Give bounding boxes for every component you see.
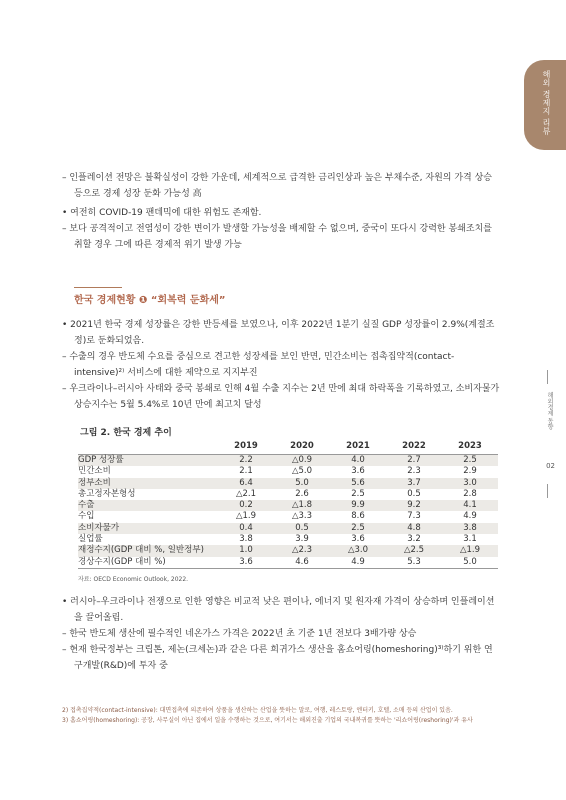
table-row bbox=[78, 500, 498, 511]
table-cell: 1.0 bbox=[218, 545, 274, 556]
sub-bullet-item: – 우크라이나–러시아 사태와 중국 봉쇄로 인해 4월 수출 지수는 2년 만에 최대 하락폭을 기록하였고, 소비자물가 상승지수는 5월 5.4%로 10년 만에 최고치 달성 bbox=[62, 384, 500, 410]
table-cell: 3.8 bbox=[442, 523, 498, 534]
table-row bbox=[78, 511, 498, 522]
table-cell: 5.6 bbox=[330, 478, 386, 489]
table-cell: △3.3 bbox=[291, 511, 313, 522]
row-label: 경상수지(GDP 대비 %) bbox=[78, 557, 218, 569]
table-cell: 5.0 bbox=[442, 557, 498, 569]
table-header-row bbox=[78, 438, 498, 455]
table-cell: 0.5 bbox=[274, 523, 330, 534]
table-row bbox=[78, 523, 498, 534]
table-cell: 2.5 bbox=[442, 455, 498, 467]
table-row bbox=[78, 557, 498, 569]
table-cell: 0.4 bbox=[218, 523, 274, 534]
table-cell: 3.7 bbox=[386, 478, 442, 489]
table-cell: 4.9 bbox=[463, 511, 477, 522]
outlook-bullets bbox=[62, 170, 500, 253]
table-cell: 2.7 bbox=[386, 455, 442, 467]
table-cell: 4.0 bbox=[330, 455, 386, 467]
year-header: 2019 bbox=[218, 438, 274, 455]
table-cell: 4.9 bbox=[330, 557, 386, 569]
section-heading: 한국 경제현황 ❶ “회복력 둔화세” bbox=[74, 295, 226, 306]
table-cell: 2.3 bbox=[407, 466, 421, 477]
table-cell: 2.6 bbox=[295, 488, 309, 499]
row-label: GDP 성장률 bbox=[78, 455, 218, 467]
table-cell: 4.6 bbox=[274, 557, 330, 569]
table-cell: 7.3 bbox=[407, 511, 421, 522]
footnote: 2) 접촉집약적(contact-intensive): 대면접촉에 의존하여 상품을 생산하는 산업을 뜻하는 말로, 여행, 레스토랑, 엔터키, 호텔, 소매 등의 산업이 있음. bbox=[62, 707, 453, 714]
footnotes bbox=[62, 706, 512, 726]
section-rule bbox=[74, 287, 122, 288]
table-cell: △1.8 bbox=[274, 500, 330, 511]
year-header: 2022 bbox=[386, 438, 442, 455]
table-cell: 8.6 bbox=[351, 511, 365, 522]
row-label: 총고정자본형성 bbox=[78, 488, 136, 499]
row-label: 정부소비 bbox=[78, 478, 218, 489]
row-label: 민간소비 bbox=[78, 466, 111, 477]
figure-source: 자료: OECD Economic Outlook, 2022. bbox=[78, 576, 189, 583]
table-cell: 3.6 bbox=[351, 466, 365, 477]
sub-bullet-item: – 인플레이션 전망은 불확실성이 강한 가운데, 세계적으로 급격한 금리인상과 높은 부채수준, 자원의 가격 상승 등으로 경제 성장 둔화 가능성 高 bbox=[62, 173, 492, 199]
row-label: 재정수지(GDP 대비 %, 일반정부) bbox=[78, 545, 218, 556]
table-row bbox=[78, 466, 498, 477]
table-cell: 3.9 bbox=[295, 534, 309, 545]
table-cell: 4.1 bbox=[442, 500, 498, 511]
table-cell: 0.2 bbox=[218, 500, 274, 511]
row-label: 실업률 bbox=[78, 534, 103, 545]
bullet-item: • 러시아–우크라이나 전쟁으로 인한 영향은 비교적 낮은 편이나, 에너지 및 원자재 가격이 상승하며 인플레이션을 끌어올림. bbox=[62, 597, 495, 623]
year-header: 2021 bbox=[330, 438, 386, 455]
korea-economy-bullets bbox=[62, 317, 500, 413]
sub-bullet-item: – 한국 반도체 생산에 필수적인 네온가스 가격은 2022년 초 기준 1년 전보다 3배가량 상승 bbox=[62, 629, 417, 639]
table-cell: 2.1 bbox=[239, 466, 253, 477]
table-cell: 3.2 bbox=[407, 534, 421, 545]
sub-bullet-item: – 현재 한국정부는 크립톤, 제논(크세논)과 같은 다른 희귀가스 생산을 홈쇼어링(homeshoring)³⁾하기 위한 연구개발(R&D)에 투자 중 bbox=[62, 645, 493, 671]
bullet-item: • 여전히 COVID-19 팬데믹에 대한 위험도 존재함. bbox=[62, 208, 262, 218]
row-label: 소비자물가 bbox=[78, 523, 218, 534]
section-tab bbox=[524, 60, 566, 150]
table-cell: 5.0 bbox=[274, 478, 330, 489]
row-label: 수출 bbox=[78, 500, 218, 511]
table-cell: 3.6 bbox=[351, 534, 365, 545]
table-row bbox=[78, 489, 498, 500]
table-row bbox=[78, 545, 498, 556]
table-cell: 2.5 bbox=[330, 523, 386, 534]
row-label: 수입 bbox=[78, 511, 95, 522]
table-cell: △3.0 bbox=[330, 545, 386, 556]
table-cell: 3.0 bbox=[442, 478, 498, 489]
table-cell: 9.9 bbox=[330, 500, 386, 511]
year-header: 2023 bbox=[442, 438, 498, 455]
table-cell: △2.1 bbox=[235, 488, 257, 499]
table-cell: △1.9 bbox=[442, 545, 498, 556]
table-cell: 2.2 bbox=[218, 455, 274, 467]
table-row bbox=[78, 534, 498, 545]
figure-title: 그림 2. 한국 경제 추이 bbox=[80, 428, 172, 438]
table-cell: △2.5 bbox=[386, 545, 442, 556]
table-header-label bbox=[78, 438, 218, 455]
bullet-item: • 2021년 한국 경제 성장률은 강한 반등세를 보였으나, 이후 2022년 1분기 실질 GDP 성장률이 2.9%(계절조정)로 둔화되었음. bbox=[62, 320, 495, 346]
table-cell: 9.2 bbox=[386, 500, 442, 511]
table-cell: 2.5 bbox=[351, 488, 365, 499]
economy-table bbox=[78, 438, 498, 569]
table-cell: △0.9 bbox=[274, 455, 330, 467]
table-cell: 2.9 bbox=[463, 466, 477, 477]
table-row bbox=[78, 478, 498, 489]
table-cell: 3.6 bbox=[218, 557, 274, 569]
table-cell: 5.3 bbox=[386, 557, 442, 569]
table-cell: △1.9 bbox=[235, 511, 257, 522]
table-cell: 4.8 bbox=[386, 523, 442, 534]
table-cell: △2.3 bbox=[274, 545, 330, 556]
table-cell: 3.8 bbox=[239, 534, 253, 545]
side-section-label: 해외경제 동향 bbox=[546, 392, 553, 430]
table-cell: 0.5 bbox=[407, 488, 421, 499]
side-divider bbox=[547, 370, 548, 384]
footnote: 3) 홈쇼어링(homeshoring): 공장, 사무실이 아닌 집에서 일을 수행하는 것으로, 여기서는 해외진출 기업의 국내복귀를 뜻하는 '리쇼어링(reshoring)'과 유사 bbox=[62, 717, 473, 724]
side-divider bbox=[547, 484, 548, 498]
table-row bbox=[78, 455, 498, 467]
year-header: 2020 bbox=[274, 438, 330, 455]
table-cell: 3.1 bbox=[463, 534, 477, 545]
section-tab-label: 해외 경제지 리뷰 bbox=[542, 70, 551, 136]
sub-bullet-item: – 보다 공격적이고 전염성이 강한 변이가 발생할 가능성을 배제할 수 없으며, 중국이 또다시 강력한 봉쇄조치를 취할 경우 그에 따른 경제적 위기 발생 가능 bbox=[62, 224, 492, 250]
table-cell: 2.8 bbox=[463, 488, 477, 499]
page-number: 02 bbox=[546, 462, 555, 470]
table-cell: 6.4 bbox=[218, 478, 274, 489]
war-impact-bullets bbox=[62, 594, 500, 674]
table-cell: △5.0 bbox=[291, 466, 313, 477]
sub-bullet-item: – 수출의 경우 반도체 수요를 중심으로 견고한 성장세를 보인 반면, 민간소비는 접촉집약적(contact-intensive)²⁾ 서비스에 대한 제약으로 지지부진 bbox=[62, 352, 455, 378]
